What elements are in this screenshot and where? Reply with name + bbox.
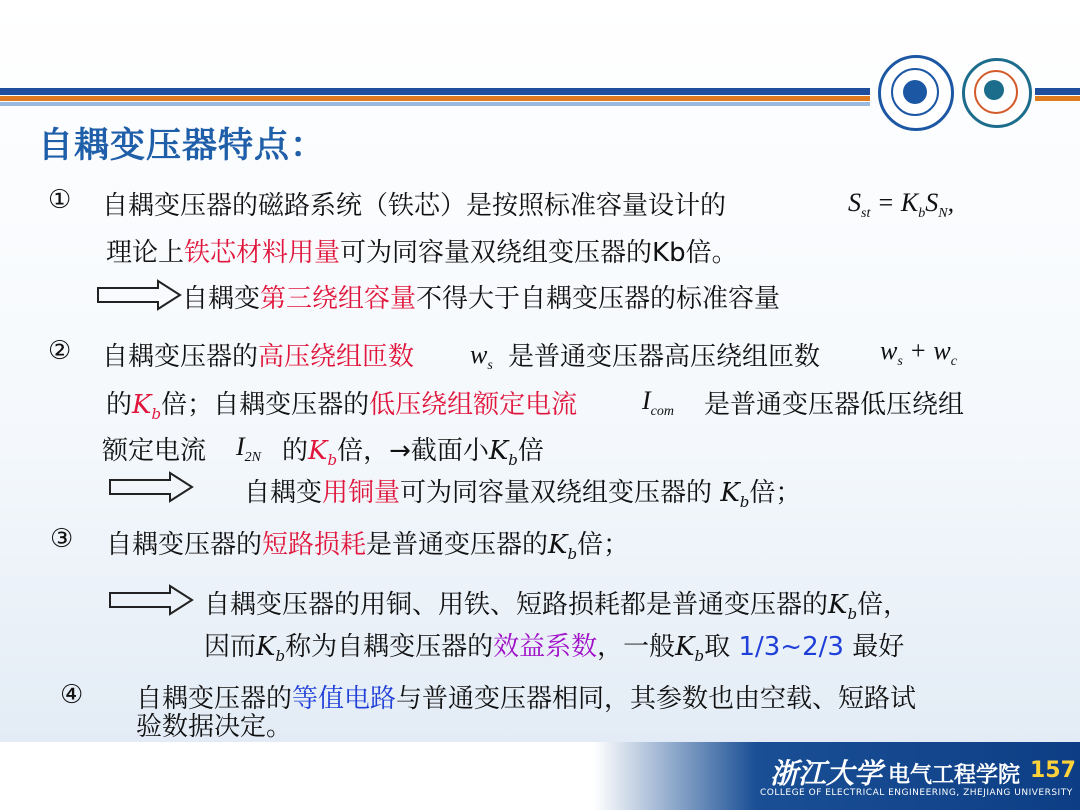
item-2-line-3a: 额定电流 (102, 436, 207, 466)
arrow-right-icon (108, 470, 194, 504)
range-value: 1/3~2/3 (738, 632, 844, 662)
item-number-4: ④ (60, 680, 84, 710)
item-number-2: ② (48, 336, 72, 366)
item-3-line-2: 自耦变压器的用铜、用铁、短路损耗都是普通变压器的$K_b$倍， (204, 590, 910, 624)
header-stripe-right (1035, 88, 1080, 108)
footer-english: COLLEGE OF ELECTRICAL ENGINEERING, ZHEJIANG UNIVERSITY (760, 788, 1073, 798)
formula-ws: $w_s$ (470, 340, 493, 374)
college-logo-icon (962, 58, 1032, 128)
zju-logo-icon (878, 55, 954, 131)
highlight-core-material: 铁芯材料用量 (184, 238, 341, 268)
formula-ws-wc: $w_s + w_c$ (880, 336, 957, 370)
page-title: 自耦变压器特点： (38, 126, 327, 166)
highlight-equiv-circuit: 等值电路 (292, 684, 397, 714)
item-4-line-1: 自耦变压器的等值电路与普通变压器相同，其参数也由空载、短路试 (136, 684, 917, 714)
highlight-lv-current: 低压绕组额定电流 (369, 390, 578, 420)
highlight-third-winding: 第三绕组容量 (260, 284, 417, 314)
item-1-line-2: 理论上铁芯材料用量可为同容量双绕组变压器的Kb倍。 (106, 238, 738, 268)
footer-department: 电气工程学院 (888, 763, 1021, 788)
page-number: 157 (1030, 758, 1076, 783)
item-2-line-2-tail: 是普通变压器低压绕组 (704, 390, 965, 420)
arrow-right-icon (108, 583, 194, 617)
arrow-right-icon (96, 278, 182, 312)
item-2-line-1: 自耦变压器的高压绕组匝数 (102, 342, 415, 372)
item-number-3: ③ (50, 524, 74, 554)
footer-school-name: 浙江大学 (770, 757, 883, 790)
highlight-hv-turns: 高压绕组匝数 (258, 342, 415, 372)
item-2-line-1-tail: 是普通变压器高压绕组匝数 (508, 342, 821, 372)
item-2-line-3b: 的$K_b$倍，→截面小$K_b$倍 (282, 436, 544, 470)
header-stripe (0, 88, 870, 108)
highlight-benefit-coef: 效益系数 (493, 632, 598, 662)
highlight-short-loss: 短路损耗 (262, 530, 367, 560)
item-4-line-2: 验数据决定。 (136, 712, 293, 742)
item-1-line-1: 自耦变压器的磁路系统（铁芯）是按照标准容量设计的 (102, 191, 727, 221)
item-2-line-2: 的$K_b$倍；自耦变压器的低压绕组额定电流 (106, 390, 578, 424)
item-1-line-3: 自耦变第三绕组容量不得大于自耦变压器的标准容量 (182, 284, 781, 314)
formula-i2n: $I_{2N}$ (236, 432, 262, 466)
formula-rest: = K (876, 188, 919, 217)
item-3-line-1: 自耦变压器的短路损耗是普通变压器的$K_b$倍； (106, 530, 630, 564)
formula-icom: $I_{com}$ (642, 386, 674, 420)
highlight-copper: 用铜量 (322, 478, 401, 508)
item-number-1: ① (48, 185, 72, 215)
formula-s: S (848, 188, 861, 217)
item-2-line-4: 自耦变用铜量可为同容量双绕组变压器的 $K_b$倍； (244, 478, 802, 512)
formula-sst: $S_{st} = K_bS_N$, (848, 188, 955, 222)
item-3-line-3: 因而$K_b$称为自耦变压器的效益系数，一般$K_b$取 1/3~2/3 最好 (204, 632, 905, 666)
